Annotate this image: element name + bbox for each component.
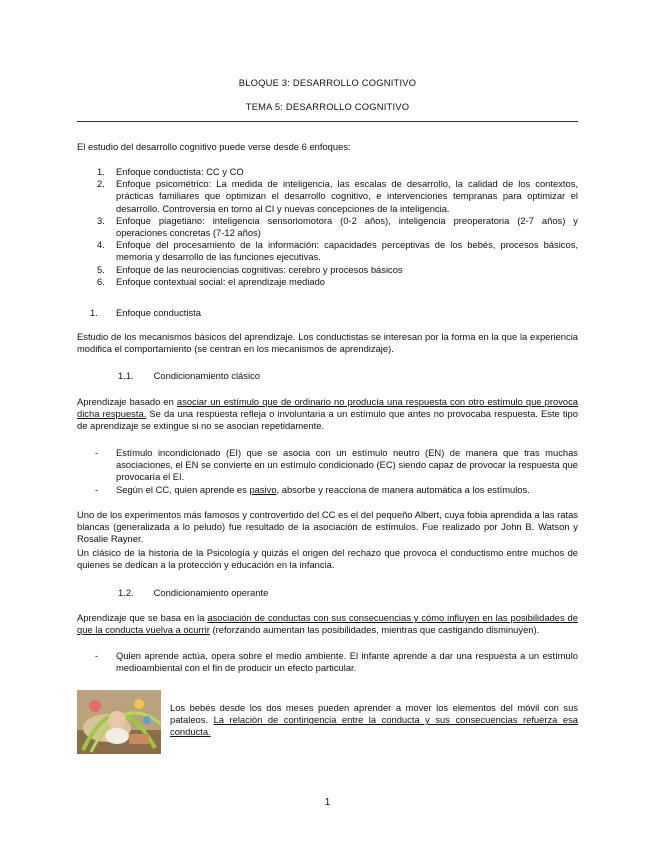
section-1-1-title: Condicionamiento clásico — [153, 370, 260, 381]
albert-experiment-paragraph: Uno de los experimentos más famosos y controvertido del CC es el del pequeño Albert, cuya fobia aprendida a las ratas blancas (generalizada a lo peludo) fue resultado de la asociación de estímulos. Fue realizado por John B. Watson y Rosalie Rayner. — [77, 509, 578, 545]
list-item: - Según el CC, quien aprende es pasivo, absorbe y reacciona de manera automática a los estímulos. — [95, 484, 530, 495]
list-item: 2. Enfoque psicométrico: La medida de inteligencia, las escalas de desarrollo, la calidad de los contextos, prácticas familiares que optimizan el desarrollo cognitivo, e intervenciones tempranas para optimizar el desarrollo. Controversia en torno al CI y nuevas concepciones de la inteligencia. — [97, 178, 578, 214]
list-item: 5. Enfoque de las neurociencias cognitivas: cerebro y procesos básicos — [97, 263, 403, 275]
section-1-2-title: Condicionamiento operante — [153, 587, 269, 598]
list-item: 3. Enfoque piagetiano: inteligencia sensoriomotora (0-2 años), inteligencia preoperatoria (2-7 años) y operaciones concretas (7-12 años) — [97, 214, 578, 239]
block-title: BLOQUE 3: DESARROLLO COGNITIVO — [238, 77, 417, 88]
intro-text: El estudio del desarrollo cognitivo puede verse desde 6 enfoques: — [77, 141, 351, 152]
approaches-list — [77, 166, 578, 288]
section-1-title: Enfoque conductista — [116, 307, 201, 318]
section-1-heading — [90, 307, 201, 319]
list-item: - Estímulo incondicionado (EI) que se asocia con un estímulo neutro (EN) de manera que tras muchas asociaciones, el EN se convierte en un estímulo condicionado (EC) siendo capaz de provocar la respuesta que provocaría el EI. — [95, 447, 578, 483]
section-1-number: 1. — [90, 307, 98, 318]
topic-title: TEMA 5: DESARROLLO COGNITIVO — [245, 101, 410, 112]
section-1-1-heading — [118, 370, 260, 382]
classical-definition: Aprendizaje basado en asociar un estímulo que de ordinario no producía una respuesta con otro estímulo que provoca dicha respuesta. Se da una respuesta refleja o involuntaria a un estímulo que antes no provocaba respuesta. Este tipo de aprendizaje se extingue si no se asocian repetidamente. — [77, 396, 578, 432]
list-item: 4. Enfoque del procesamiento de la información: capacidades perceptivas de los bebés, procesos básicos, memoria y desarrollo de las funciones ejecutivas. — [97, 239, 578, 263]
baby-mobile-photo — [77, 690, 161, 754]
albert-classic-paragraph: Un clásico de la historia de la Psicología y quizás el origen del rechazo que provoca el conductismo entre muchos de quienes se dedican a la protección y educación en la infancia. — [77, 547, 578, 571]
section-1-2-number: 1.2. — [118, 587, 134, 598]
operant-definition: Aprendizaje que se basa en la asociación de conductas con sus consecuencias y cómo influyen en las posibilidades de que la conducta vuelva a ocurrir (reforzando aumentan las posibilidades, mientras que castigando disminuyen). — [77, 612, 578, 636]
list-item: 1. Enfoque conductista: CC y CO — [97, 166, 244, 177]
section-1-1-number: 1.1. — [118, 370, 134, 381]
list-item: 6. Enfoque contextual social: el aprendizaje mediado — [97, 275, 325, 287]
section-1-2-heading — [118, 587, 268, 599]
list-item: - Quien aprende actúa, opera sobre el medio ambiente. El infante aprende a dar una respuesta a un estímulo medioambiental con el fin de producir un efecto particular. — [95, 650, 578, 674]
page-number: 1 — [324, 797, 331, 808]
section-1-paragraph: Estudio de los mecanismos básicos del aprendizaje. Los conductistas se interesan por la forma en la que la experiencia modifica el comportamiento (se centran en los mecanismos de aprendizaje). — [77, 331, 578, 355]
header-rule — [77, 121, 578, 122]
photo-caption: Los bebés desde los dos meses pueden aprender a mover los elementos del móvil con sus pataleos. La relación de contingencia entre la conducta y sus consecuencias refuerza esa conducta. — [170, 702, 578, 738]
